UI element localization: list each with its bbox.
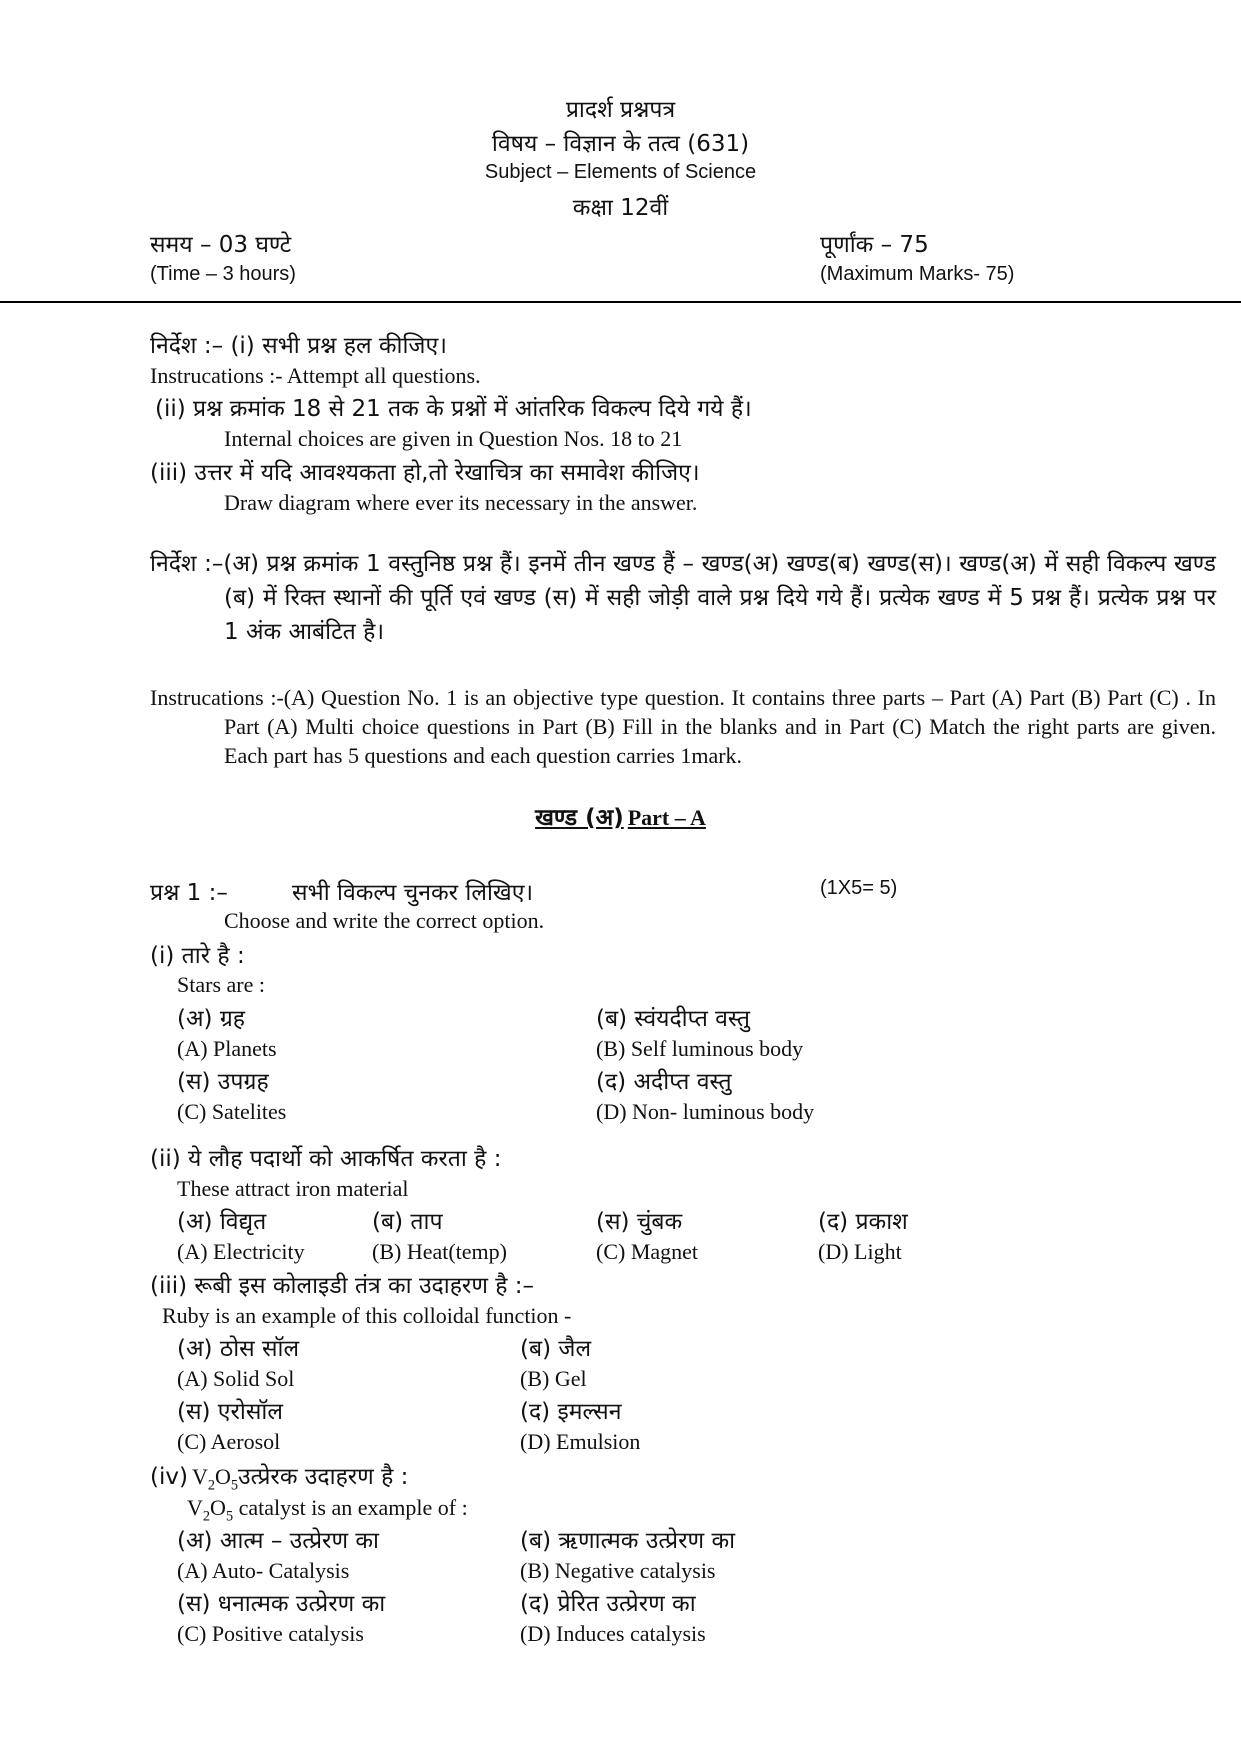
- option-c-hindi: (स) धनात्मक उत्प्रेरण का: [177, 1591, 386, 1617]
- instruction-ii-hindi: (ii) प्रश्न क्रमांक 18 से 21 तक के प्रश्नों में आंतरिक विकल्प दिये गये हैं।: [155, 396, 752, 422]
- question-iii-english: Ruby is an example of this colloidal function -: [162, 1303, 572, 1328]
- instruction-iii-hindi: (iii) उत्तर में यदि आवश्यकता हो,तो रेखाचित्र का समावेश कीजिए।: [150, 460, 700, 486]
- subject-hindi: विषय – विज्ञान के तत्व (631): [491, 131, 750, 157]
- option-a-hindi: (अ) ग्रह: [177, 1006, 246, 1032]
- objective-instructions-hindi: निर्देश :–(अ) प्रश्न क्रमांक 1 वस्तुनिष्ठ प्रश्न हैं। इनमें तीन खण्ड हैं – खण्ड(अ) खण्ड(ब) खण्ड(स)। खण्ड(अ) में सही विकल्प खण्ड (ब) में रिक्त स्थानों की पूर्ति एवं खण्ड (स) में सही जोड़ी वाले प्रश्न दिये गये हैं। प्रत्येक खण्ड में 5 प्रश्न हैं। प्रत्येक प्रश्न पर 1 अंक आबंटित है।: [150, 551, 1216, 645]
- option-d-english: (D) Light: [818, 1239, 902, 1264]
- option-d-english: (D) Non- luminous body: [596, 1099, 815, 1124]
- part-a-heading-hindi: खण्ड (अ): [535, 805, 624, 831]
- option-b-hindi: (ब) ऋणात्मक उत्प्रेरण का: [520, 1528, 736, 1554]
- option-d-hindi: (द) इमल्सन: [520, 1399, 622, 1425]
- option-a-english: (A) Planets: [177, 1036, 277, 1061]
- question-iii-hindi: (iii) रूबी इस कोलाइडी तंत्र का उदाहरण है :–: [150, 1273, 535, 1299]
- option-b-english: (B) Heat(temp): [372, 1239, 507, 1264]
- option-d-hindi: (द) प्रेरित उत्प्रेरण का: [520, 1591, 696, 1617]
- option-a-english: (A) Auto- Catalysis: [177, 1558, 350, 1583]
- instruction-i-hindi: निर्देश :– (i) सभी प्रश्न हल कीजिए।: [150, 333, 447, 359]
- option-d-hindi: (द) अदीप्त वस्तु: [596, 1069, 732, 1095]
- option-a-english: (A) Electricity: [177, 1239, 305, 1264]
- option-d-english: (D) Induces catalysis: [520, 1621, 706, 1646]
- option-d-hindi: (द) प्रकाश: [818, 1209, 908, 1235]
- marks-hindi: पूर्णांक – 75: [820, 232, 929, 258]
- part-a-heading-english: Part – A: [627, 805, 706, 830]
- time-hindi: समय – 03 घण्टे: [150, 232, 292, 258]
- option-c-hindi: (स) चुंबक: [596, 1209, 683, 1235]
- question-ii-hindi: (ii) ये लौह पदार्थो को आकर्षित करता है :: [150, 1146, 502, 1172]
- objective-instructions-english: Instrucations :-(A) Question No. 1 is an objective type question. It contains three parts – Part (A) Part (B) Part (C) . In Part (A) Multi choice questions in Part (B) Fill in the blanks and in Part (C) Match the right parts are given. Each part has 5 questions and each question carries 1mark.: [150, 685, 1216, 768]
- option-c-hindi: (स) उपग्रह: [177, 1069, 269, 1095]
- option-b-hindi: (ब) स्वंयदीप्त वस्तु: [596, 1006, 750, 1032]
- option-c-english: (C) Satelites: [177, 1099, 287, 1124]
- question-1-label: प्रश्न 1 :–: [150, 880, 228, 906]
- question-1-text-english: Choose and write the correct option.: [224, 908, 545, 933]
- option-b-english: (B) Gel: [520, 1366, 587, 1391]
- formula-v2o5: $V_2O_5$: [191, 1464, 239, 1494]
- option-c-english: (C) Magnet: [596, 1239, 699, 1264]
- option-a-hindi: (अ) विद्यृत: [177, 1209, 267, 1235]
- option-d-english: (D) Emulsion: [520, 1429, 641, 1454]
- option-c-english: (C) Aerosol: [177, 1429, 281, 1454]
- question-i-english: Stars are :: [177, 972, 265, 997]
- paper-title-hindi: प्रादर्श प्रश्नपत्र: [565, 97, 676, 123]
- option-b-hindi: (ब) जैल: [520, 1336, 592, 1362]
- question-iv-number: (iv): [150, 1464, 188, 1490]
- instruction-iii-english: Draw diagram where ever its necessary in the answer.: [224, 490, 698, 515]
- marks-english: (Maximum Marks- 75): [820, 263, 1015, 285]
- option-a-english: (A) Solid Sol: [177, 1366, 295, 1391]
- option-a-hindi: (अ) आत्म – उत्प्रेरण का: [177, 1528, 380, 1554]
- question-1-text-hindi: सभी विकल्प चुनकर लिखिए।: [292, 880, 534, 906]
- question-iv-english: $V_2O_5$ catalyst is an example of :: [187, 1495, 468, 1525]
- option-a-hindi: (अ) ठोस सॉल: [177, 1336, 300, 1362]
- subject-english: Subject – Elements of Science: [484, 161, 757, 183]
- instruction-ii-english: Internal choices are given in Question Nos. 18 to 21: [224, 426, 683, 451]
- question-1-marks: (1X5= 5): [820, 877, 898, 899]
- question-ii-english: These attract iron material: [177, 1176, 409, 1201]
- question-iv-text-hindi: उत्प्रेरक उदाहरण है :: [238, 1464, 409, 1490]
- question-iv-hindi: [150, 1459, 408, 1494]
- option-b-english: (B) Negative catalysis: [520, 1558, 716, 1583]
- instruction-i-english: Instrucations :- Attempt all questions.: [150, 363, 481, 388]
- question-i-hindi: (i) तारे है :: [150, 943, 245, 969]
- option-c-hindi: (स) एरोसॉल: [177, 1399, 283, 1425]
- part-a-heading: [0, 800, 1241, 832]
- option-c-english: (C) Positive catalysis: [177, 1621, 364, 1646]
- option-b-hindi: (ब) ताप: [372, 1209, 443, 1235]
- header-divider: [0, 301, 1241, 303]
- class-label: कक्षा 12वीं: [572, 195, 669, 221]
- option-b-english: (B) Self luminous body: [596, 1036, 804, 1061]
- time-english: (Time – 3 hours): [150, 263, 296, 285]
